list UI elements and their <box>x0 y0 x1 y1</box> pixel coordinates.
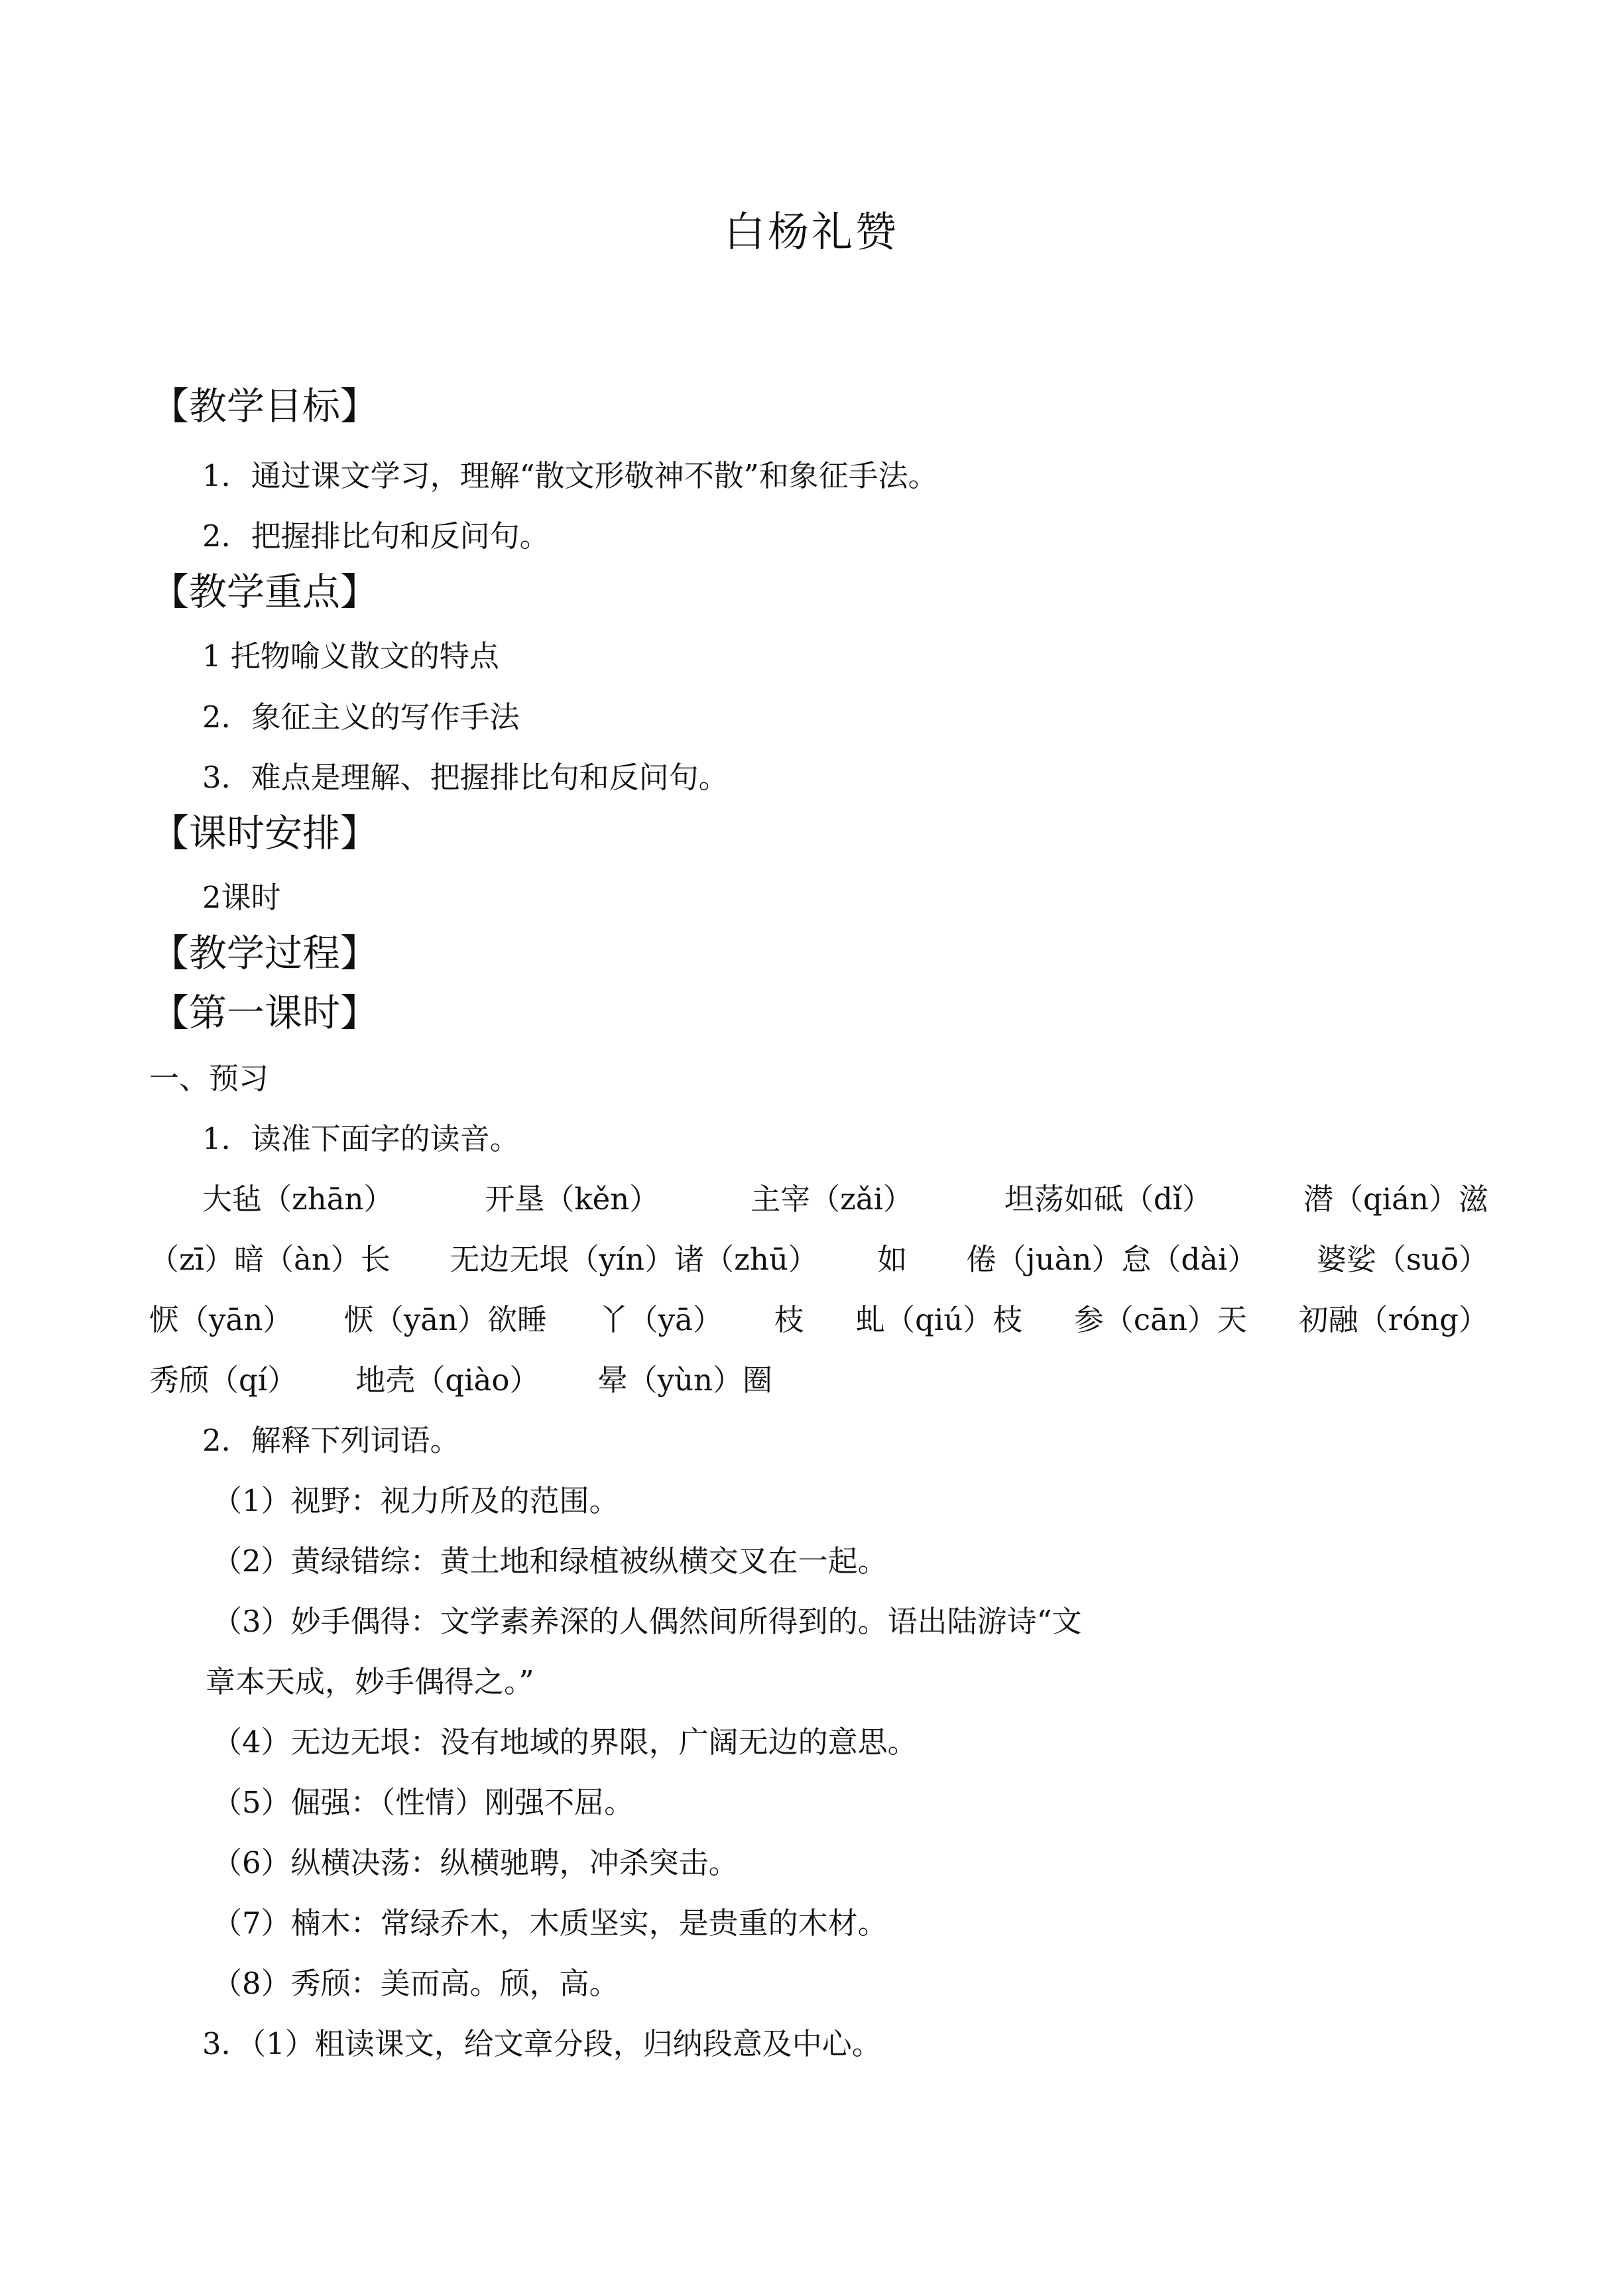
goal-item: 1．通过课文学习，理解“散文形敬神不散”和象征手法。 <box>202 458 938 493</box>
section-preview: 一、预习 <box>149 1061 269 1096</box>
lesson1-heading: 【第一课时】 <box>151 991 378 1035</box>
definition-item: （3）妙手偶得：文学素养深的人偶然间所得到的。语出陆游诗“文 <box>212 1604 1082 1639</box>
pinyin-item: 开垦（kěn） <box>485 1181 660 1217</box>
goal-item: 2．把握排比句和反问句。 <box>202 518 550 554</box>
pinyin-item: 无边无垠（yín）诸（zhū） <box>450 1242 818 1277</box>
page-title: 白杨礼赞 <box>723 208 899 256</box>
pinyin-item: （zī）暗（àn）长 <box>149 1242 391 1277</box>
pinyin-item: 倦（juàn）怠（dài） <box>966 1242 1258 1277</box>
pinyin-item: 潜（qián）滋 <box>1303 1181 1488 1217</box>
pinyin-row <box>149 1360 772 1400</box>
process-heading: 【教学过程】 <box>151 932 378 975</box>
pinyin-item: 坦荡如砥（dǐ） <box>1004 1181 1213 1217</box>
key-point-item: 2．象征主义的写作手法 <box>202 699 520 735</box>
key-point-item: 1 托物喻义散文的特点 <box>202 638 499 674</box>
definition-item: （7）楠木：常绿乔木，木质坚实，是贵重的木材。 <box>212 1905 888 1941</box>
pinyin-item: 晕（yùn）圈 <box>597 1362 772 1398</box>
pinyin-item: 虬（qiú）枝 <box>855 1302 1023 1337</box>
pinyin-row <box>202 1179 1488 1219</box>
pinyin-item: 恹（yān）欲睡 <box>343 1302 548 1337</box>
pinyin-item: 秀颀（qí） <box>149 1362 298 1398</box>
definition-item: （4）无边无垠：没有地域的界限，广阔无边的意思。 <box>212 1724 918 1760</box>
pinyin-item: 初融（róng） <box>1298 1302 1488 1337</box>
schedule-heading: 【课时安排】 <box>151 812 378 855</box>
pinyin-item: 地壳（qiào） <box>355 1362 540 1398</box>
pinyin-item: 恹（yān） <box>149 1302 293 1337</box>
pinyin-item: 丫（yā） <box>598 1302 723 1337</box>
key-points-heading: 【教学重点】 <box>151 570 378 614</box>
pinyin-item: 大毡（zhān） <box>202 1181 394 1217</box>
task-reading: 3．（1）粗读课文，给文章分段，归纳段意及中心。 <box>202 2026 882 2061</box>
pinyin-item: 枝 <box>774 1302 804 1337</box>
definition-item: （5）倔强：（性情）刚强不屈。 <box>212 1785 634 1820</box>
pinyin-item: 主宰（zǎi） <box>751 1181 914 1217</box>
goals-heading: 【教学目标】 <box>151 385 378 428</box>
pinyin-item: 婆娑（suō） <box>1316 1242 1488 1277</box>
task-definitions: 2．解释下列词语。 <box>202 1423 460 1458</box>
task-pronunciation: 1．读准下面字的读音。 <box>202 1121 520 1156</box>
definition-item: （2）黄绿错综：黄土地和绿植被纵横交叉在一起。 <box>212 1543 888 1579</box>
pinyin-row <box>149 1240 1488 1280</box>
schedule-text: 2课时 <box>202 880 281 915</box>
definition-item: 章本天成，妙手偶得之。” <box>206 1664 534 1699</box>
pinyin-row <box>149 1300 1488 1340</box>
definition-item: （1）视野：视力所及的范围。 <box>212 1483 619 1518</box>
definition-item: （8）秀颀：美而高。颀，高。 <box>212 1966 619 2001</box>
pinyin-item: 如 <box>877 1242 908 1277</box>
pinyin-item: 参（cān）天 <box>1073 1302 1247 1337</box>
key-point-item: 3．难点是理解、把握排比句和反问句。 <box>202 760 729 795</box>
definition-item: （6）纵横决荡：纵横驰聘，冲杀突击。 <box>212 1845 739 1880</box>
